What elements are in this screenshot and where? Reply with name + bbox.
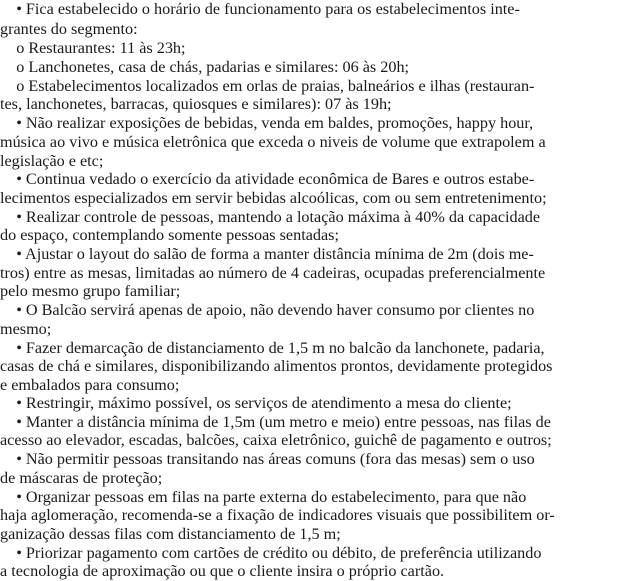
text-line: • Organizar pessoas em filas na parte externa do estabelecimento, para que não <box>0 488 527 506</box>
text-line: • Priorizar pagamento com cartões de crédito ou débito, de preferência utilizando <box>0 544 542 562</box>
text-line: pelo mesmo grupo familiar; <box>0 282 181 300</box>
text-line: • Fazer demarcação de distanciamento de 1,5 m no balcão da lanchonete, padaria, <box>0 339 545 357</box>
text-line: o Estabelecimentos localizados em orlas de praias, balneários e ilhas (restauran- <box>0 77 535 95</box>
text-line: mesmo; <box>0 320 52 338</box>
text-line: ganização dessas filas com distanciamento de 1,5 m; <box>0 525 341 543</box>
text-line: tros) entre as mesas, limitadas ao número de 4 cadeiras, ocupadas preferencialmente <box>0 264 546 282</box>
text-line: grantes do segmento: <box>0 20 138 38</box>
text-line: casas de chá e similares, disponibilizando alimentos prontos, devidamente protegidos <box>0 357 553 375</box>
text-line: • Ajustar o layout do salão de forma a manter distância mínima de 2m (dois me- <box>0 245 534 263</box>
text-line: a tecnologia de aproximação ou que o cliente insira o próprio cartão. <box>0 562 445 580</box>
text-line: • O Balcão servirá apenas de apoio, não devendo haver consumo por clientes no <box>0 301 535 319</box>
text-line: música ao vivo e música eletrônica que exceda o niveis de volume que extrapolem a <box>0 133 546 151</box>
text-line: • Restringir, máximo possível, os serviços de atendimento a mesa do cliente; <box>0 394 512 412</box>
text-line: haja aglomeração, recomenda-se a fixação de indicadores visuais que possibilitem or- <box>0 506 555 524</box>
text-line: e embalados para consumo; <box>0 376 180 394</box>
text-line: do espaço, contemplando somente pessoas sentadas; <box>0 226 339 244</box>
text-line: • Continua vedado o exercício da atividade econômica de Bares e outros estabe- <box>0 170 535 188</box>
text-line: o Lanchonetes, casa de chás, padarias e similares: 06 às 20h; <box>0 58 410 76</box>
text-line: • Não realizar exposições de bebidas, venda em baldes, promoções, happy hour, <box>0 114 534 132</box>
text-line: • Realizar controle de pessoas, mantendo a lotação máxima à 40% da capacidade <box>0 208 541 226</box>
text-line: tes, lanchonetes, barracas, quiosques e similares): 07 às 19h; <box>0 95 392 113</box>
text-line: de máscaras de proteção; <box>0 469 163 487</box>
text-line: legislação e etc; <box>0 152 104 170</box>
text-line: o Restaurantes: 11 às 23h; <box>0 39 186 57</box>
text-line: acesso ao elevador, escadas, balcões, caixa eletrônico, guichê de pagamento e outros; <box>0 431 552 449</box>
text-line: • Manter a distância mínima de 1,5m (um metro e meio) entre pessoas, nas filas de <box>0 413 551 431</box>
text-line: • Não permitir pessoas transitando nas áreas comuns (fora das mesas) sem o uso <box>0 450 535 468</box>
text-line: lecimentos especializados em servir bebidas alcoólicas, com ou sem entretenimento; <box>0 189 547 207</box>
text-line: • Fica estabelecido o horário de funcionamento para os estabelecimentos inte- <box>0 0 520 18</box>
